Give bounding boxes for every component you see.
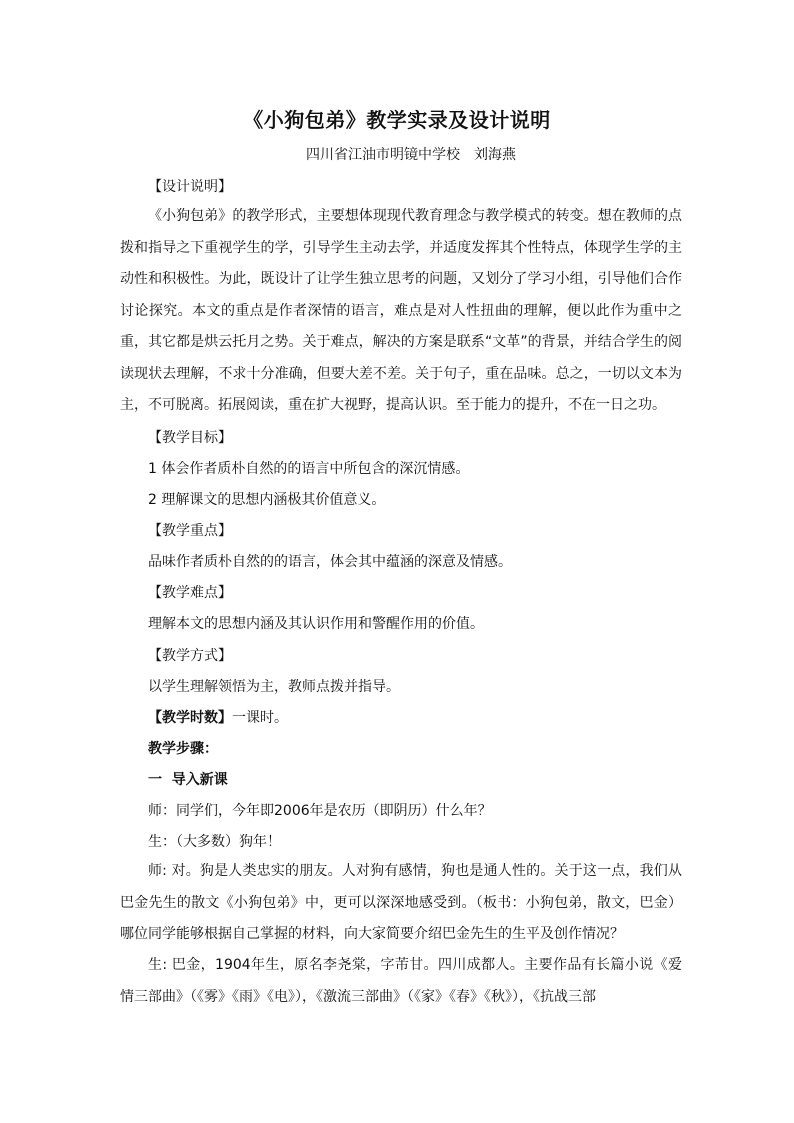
dialogue-line-1: 师：同学们，今年即2006年是农历（即阴历）什么年？ bbox=[148, 803, 492, 819]
author-line: 四川省江油市明镜中学校 刘海燕 bbox=[306, 147, 516, 163]
difficulty-heading: 【教学难点】 bbox=[148, 585, 232, 601]
method-text: 以学生理解领悟为主，教师点拨并指导。 bbox=[148, 679, 400, 695]
hours-text: 一课时。 bbox=[232, 710, 288, 726]
hours-line bbox=[148, 707, 288, 727]
focus-text: 品味作者质朴自然的的语言，体会其中蕴涵的深意及情感。 bbox=[148, 554, 512, 570]
dialogue-line-2: 生：（大多数）狗年！ bbox=[148, 834, 281, 850]
dialogue-paragraph-3: 师: 对。狗是人类忠实的朋友。人对狗有感情，狗也是通人性的。关于这一点，我们从巴金先生的散文《小狗包弟》中，更可以深深地感受到。（板书：小狗包弟，散文，巴金）哪位同学能够根据自己掌握的材料，向大家简要介绍巴金先生的生平及创作情况？ bbox=[120, 863, 682, 942]
dialogue-paragraph-4: 生: 巴金，1904年生，原名李尧棠，字芾甘。四川成都人。主要作品有长篇小说《爱情三部曲》（《雾》《雨》《电》），《激流三部曲》（《家》《春》《秋》），《抗战三部 bbox=[120, 957, 682, 1005]
steps-heading: 教学步骤： bbox=[148, 741, 218, 757]
method-heading: 【教学方式】 bbox=[148, 648, 232, 664]
design-heading: 【设计说明】 bbox=[148, 179, 232, 195]
focus-heading: 【教学重点】 bbox=[148, 523, 232, 539]
goal-item-1: 1 体会作者质朴自然的的语言中所包含的深沉情感。 bbox=[148, 461, 470, 477]
hours-heading: 【教学时数】 bbox=[148, 710, 232, 726]
difficulty-text: 理解本文的思想内涵及其认识作用和警醒作用的价值。 bbox=[148, 616, 484, 632]
goals-heading: 【教学目标】 bbox=[148, 430, 232, 446]
goal-item-2: 2 理解课文的思想内涵极其价值意义。 bbox=[148, 492, 386, 508]
document-title: 《小狗包弟》教学实录及设计说明 bbox=[243, 108, 551, 132]
design-paragraph: 《小狗包弟》的教学形式，主要想体现现代教育理念与教学模式的转变。想在教师的点拨和指导之下重视学生的学，引导学生主动去学，并适度发挥其个性特点，体现学生学的主动性和积极性。为此，既设计了让学生独立思考的问题，又划分了学习小组，引导他们合作讨论探究。本文的重点是作者深情的语言，难点是对人性扭曲的理解，便以此作为重中之重，其它都是烘云托月之势。关于难点，解决的方案是联系“文革”的背景，并结合学生的阅读现状去理解，不求十分准确，但要大差不差。关于句子，重在品味。总之，一切以文本为主，不可脱离。拓展阅读，重在扩大视野，提高认识。至于能力的提升，不在一日之功。 bbox=[120, 208, 682, 413]
step-1-heading: 一 导入新课 bbox=[148, 772, 228, 788]
